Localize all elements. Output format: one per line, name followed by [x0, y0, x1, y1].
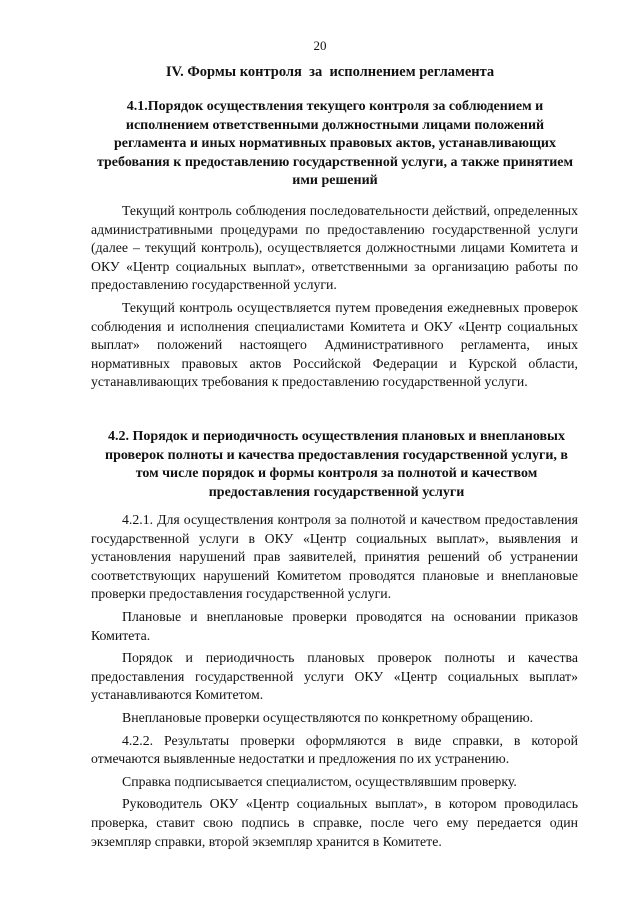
paragraph: Внеплановые проверки осуществляются по конкретному обращению.	[122, 709, 534, 725]
subsection-4-2-body	[91, 511, 578, 851]
paragraph: Текущий контроль осуществляется путем проведения ежедневных проверок соблюдения и исполнения специалистами Комитета и ОКУ «Центр социальных выплат» положений настоящего Административного регламента, иных нормативных правовых актов Российской Федерации и Курской области, устанавливающих требования к предоставлению государственной услуги.	[91, 299, 578, 390]
paragraph: 4.2.1. Для осуществления контроля за полнотой и качеством предоставления государственной услуги в ОКУ «Центр социальных выплат», выявления и установления нарушений прав заявителей, принятия решений об устранении соответствующих нарушений Комитетом проводятся плановые и внеплановые проверки предоставления государственной услуги.	[91, 512, 578, 602]
subsection-4-1-heading: 4.1.Порядок осуществления текущего контроля за соблюдением и исполнением ответственными должностными лицами положений регламента и иных нормативных правовых актов, устанавливающих требования к предоставлению государственной услуги, а также принятием ими решений	[96, 99, 574, 188]
subsection-4-2-heading: 4.2. Порядок и периодичность осуществления плановых и внеплановых проверок полноты и качества предоставления государственной услуги, в том числе порядок и формы контроля за полнотой и качеством предоставления государственной услуги	[105, 429, 568, 500]
page-number: 20	[313, 38, 327, 53]
paragraph: Порядок и периодичность плановых проверок полноты и качества предоставления государственной услуги ОКУ «Центр социальных выплат» устанавливаются Комитетом.	[91, 650, 578, 703]
paragraph: Плановые и внеплановые проверки проводятся на основании приказов Комитета.	[91, 608, 578, 643]
paragraph: Справка подписывается специалистом, осуществлявшим проверку.	[122, 773, 517, 789]
paragraph: Руководитель ОКУ «Центр социальных выплат», в котором проводилась проверка, ставит свою подпись в справке, после чего ему передается один экземпляр справки, второй экземпляр хранится в Комитете.	[91, 796, 578, 849]
paragraph: Текущий контроль соблюдения последовательности действий, определенных административными процедурами по предоставлению государственной услуги (далее – текущий контроль), осуществляется должностными лицами Комитета и ОКУ «Центр социальных выплат», ответственными за организацию работы по предоставлению государственной услуги.	[91, 203, 578, 293]
subsection-4-1-body	[91, 202, 578, 392]
paragraph: 4.2.2. Результаты проверки оформляются в виде справки, в которой отмечаются выявленные недостатки и предложения по их устранению.	[91, 732, 578, 767]
section-title: IV. Формы контроля за исполнением регламента	[165, 64, 495, 80]
